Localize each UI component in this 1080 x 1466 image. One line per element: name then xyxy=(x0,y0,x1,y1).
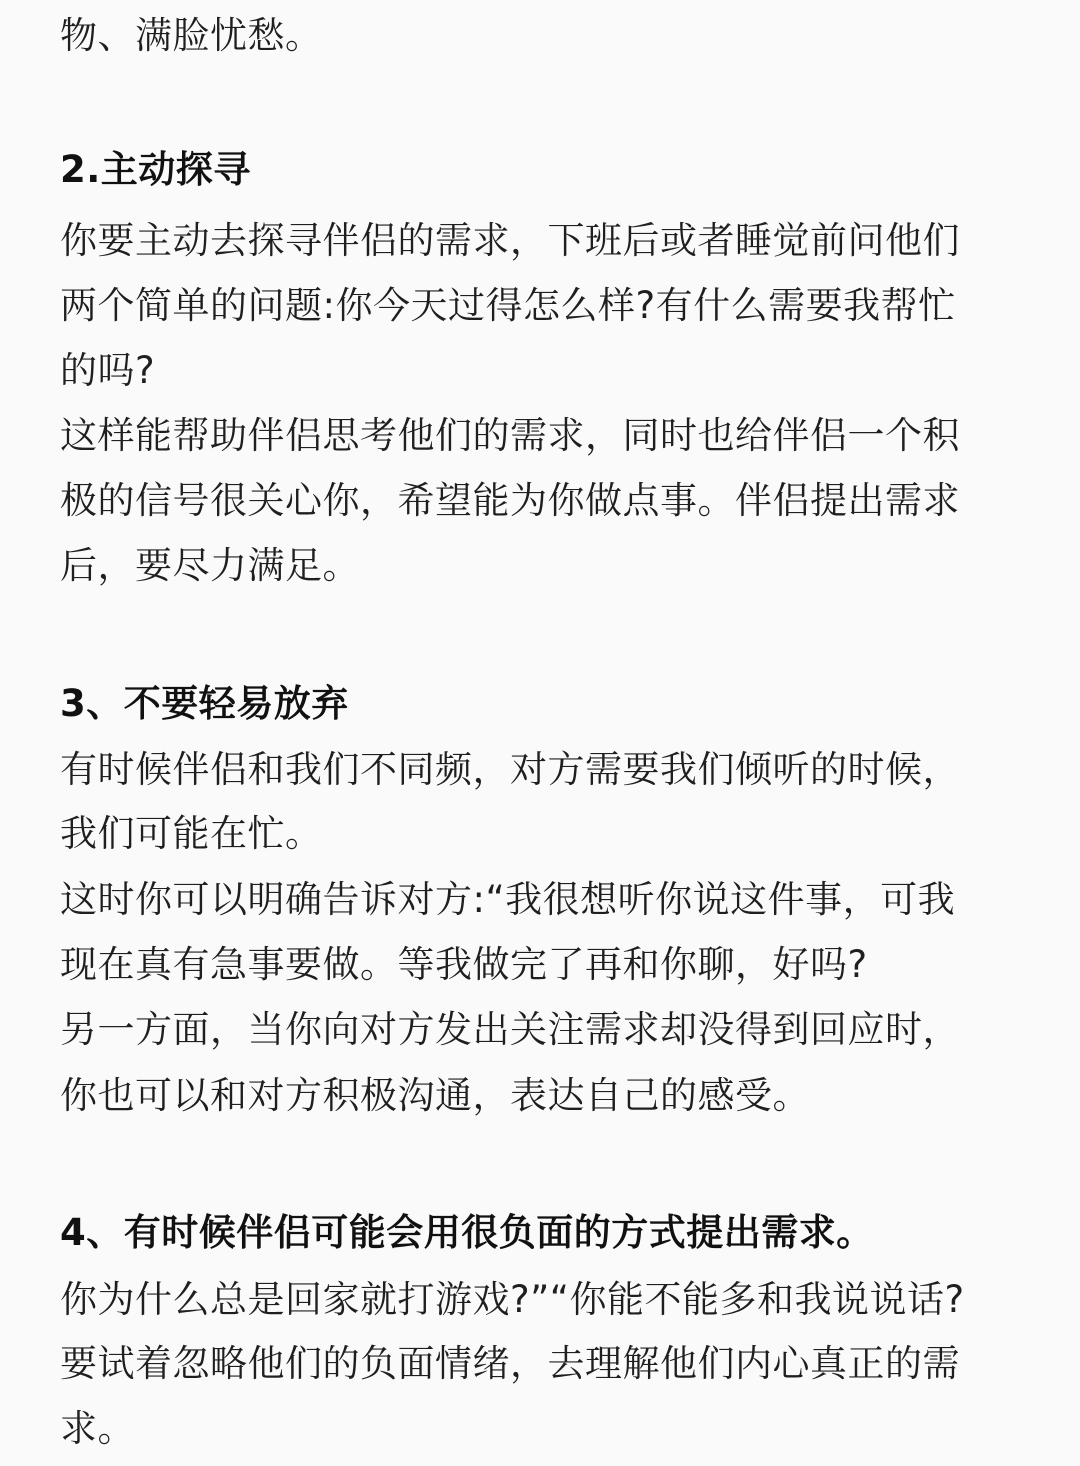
section-4-line: 求。 xyxy=(60,1407,135,1450)
section-4-heading: 4、有时候伴侣可能会用很负面的方式提出需求。 xyxy=(60,1211,874,1254)
section-3-line: 现在真有急事要做。等我做完了再和你聊，好吗? xyxy=(60,943,868,986)
section-2-heading: 2.主动探寻 xyxy=(60,148,251,191)
section-3-heading: 3、不要轻易放弃 xyxy=(60,682,349,725)
section-4-line: 你为什么总是回家就打游戏?”“你能不能多和我说说话? xyxy=(60,1278,965,1321)
section-4-line: 要试着忽略他们的负面情绪，去理解他们内心真正的需 xyxy=(60,1342,960,1385)
section-3-line: 我们可能在忙。 xyxy=(60,812,323,855)
section-2-line: 你要主动去探寻伴侣的需求，下班后或者睡觉前问他们 xyxy=(60,219,960,262)
section-3-line: 这时你可以明确告诉对方:“我很想听你说这件事，可我 xyxy=(60,878,956,921)
intro-tail-text: 物、满脸忧愁。 xyxy=(60,14,323,57)
section-3-line: 有时候伴侣和我们不同频，对方需要我们倾听的时候， xyxy=(60,748,960,791)
section-2-line: 极的信号很关心你，希望能为你做点事。伴侣提出需求 xyxy=(60,479,960,522)
section-2-line: 这样能帮助伴侣思考他们的需求，同时也给伴侣一个积 xyxy=(60,414,960,457)
section-3-line: 你也可以和对方积极沟通，表达自己的感受。 xyxy=(60,1074,810,1117)
section-2-line: 两个简单的问题:你今天过得怎么样?有什么需要我帮忙 xyxy=(60,284,956,327)
section-2-line: 的吗? xyxy=(60,349,156,392)
section-2-line: 后，要尽力满足。 xyxy=(60,544,360,587)
section-3-line: 另一方面，当你向对方发出关注需求却没得到回应时， xyxy=(60,1008,960,1051)
